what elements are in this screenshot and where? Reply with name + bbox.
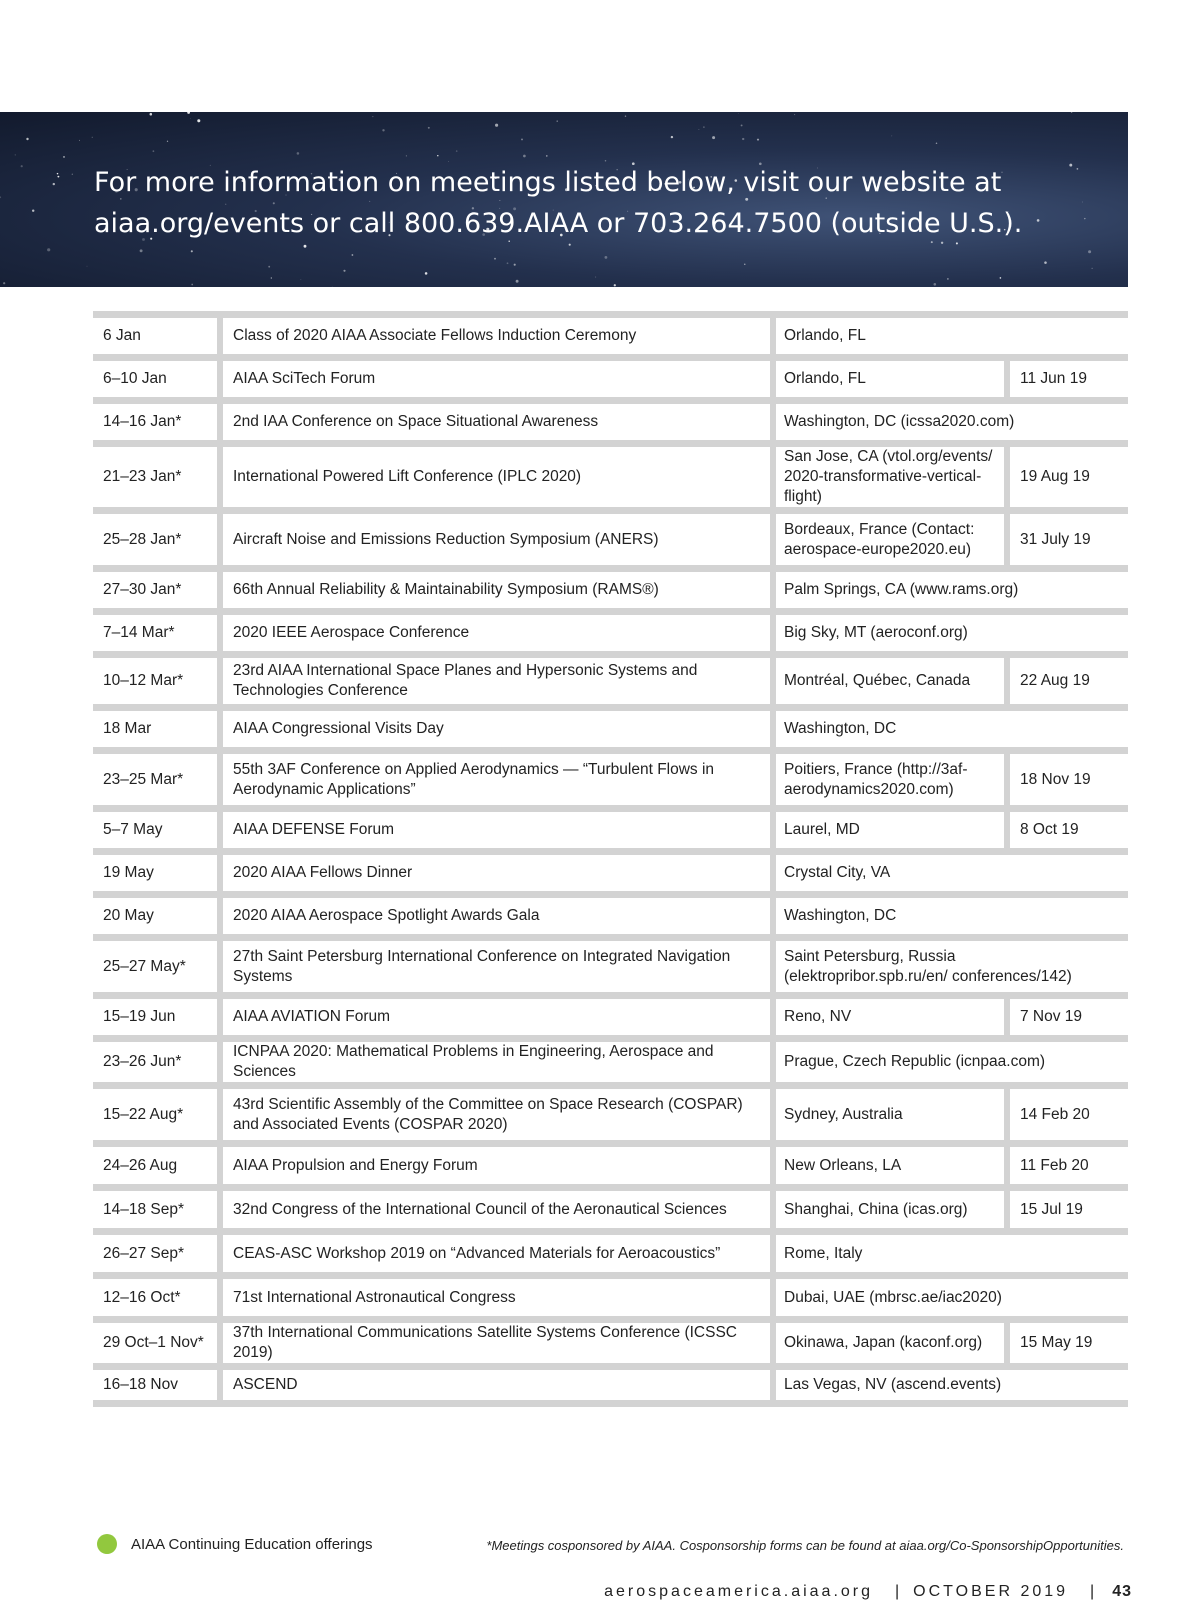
event-date: 10–12 Mar* <box>93 651 223 704</box>
event-name: 27th Saint Petersburg International Conference on Integrated Navigation Systems <box>223 934 776 992</box>
star <box>332 286 333 287</box>
event-row <box>93 397 1128 440</box>
continuing-education-dot-icon <box>97 1534 117 1554</box>
event-row <box>93 1316 1128 1363</box>
star <box>297 152 300 155</box>
event-name: 55th 3AF Conference on Applied Aerodynamics — “Turbulent Flows in Aerodynamic Applications” <box>223 747 776 805</box>
star <box>614 284 616 286</box>
event-location: Orlando, FL <box>776 354 1010 397</box>
star <box>437 155 438 156</box>
event-date: 14–18 Sep* <box>93 1184 223 1228</box>
page-number: 43 <box>1112 1583 1132 1600</box>
star <box>167 141 168 142</box>
star <box>703 126 705 128</box>
star <box>1088 250 1091 253</box>
star <box>428 127 430 129</box>
star <box>1092 268 1093 269</box>
event-name: ASCEND <box>223 1363 776 1407</box>
legend-label: AIAA Continuing Education offerings <box>131 1535 373 1553</box>
page-footer <box>604 1583 1132 1601</box>
event-date: 25–28 Jan* <box>93 507 223 565</box>
event-name: 37th International Communications Satellite Systems Conference (ICSSC 2019) <box>223 1316 776 1363</box>
star <box>1000 277 1002 279</box>
event-deadline: 15 May 19 <box>1010 1316 1128 1363</box>
star <box>3 282 5 284</box>
event-name: International Powered Lift Conference (IPLC 2020) <box>223 440 776 507</box>
star <box>57 176 59 178</box>
event-location: Dubai, UAE (mbrsc.ae/iac2020) <box>776 1272 1128 1316</box>
star <box>698 129 699 130</box>
event-name: 2020 AIAA Fellows Dinner <box>223 848 776 891</box>
star <box>191 250 193 252</box>
event-location: Rome, Italy <box>776 1228 1128 1272</box>
star <box>26 138 28 140</box>
events-table <box>93 311 1128 1407</box>
event-date: 19 May <box>93 848 223 891</box>
event-name: 2nd IAA Conference on Space Situational Awareness <box>223 397 776 440</box>
event-date: 7–14 Mar* <box>93 608 223 651</box>
star <box>595 277 596 278</box>
event-location: Sydney, Australia <box>776 1082 1010 1140</box>
star <box>140 249 143 252</box>
star <box>741 124 743 126</box>
star <box>521 138 523 140</box>
event-row <box>93 565 1128 608</box>
event-location: Palm Springs, CA (www.rams.org) <box>776 565 1128 608</box>
star <box>21 165 23 167</box>
event-name: 43rd Scientific Assembly of the Committee on Space Research (COSPAR) and Associated Events (COSPAR 2020) <box>223 1082 776 1140</box>
event-location: Big Sky, MT (aeroconf.org) <box>776 608 1128 651</box>
event-date: 6–10 Jan <box>93 354 223 397</box>
event-name: 2020 AIAA Aerospace Spotlight Awards Gala <box>223 891 776 934</box>
star <box>742 138 744 140</box>
event-location: Reno, NV <box>776 992 1010 1035</box>
event-date: 6 Jan <box>93 311 223 354</box>
event-location: Las Vegas, NV (ascend.events) <box>776 1363 1128 1407</box>
star <box>150 113 153 116</box>
event-row <box>93 1363 1128 1407</box>
event-row <box>93 992 1128 1035</box>
event-name: Aircraft Noise and Emissions Reduction Symposium (ANERS) <box>223 507 776 565</box>
star <box>744 264 745 265</box>
banner-info-text <box>94 162 1094 244</box>
event-date: 29 Oct–1 Nov* <box>93 1316 223 1363</box>
event-deadline: 11 Jun 19 <box>1010 354 1128 397</box>
star <box>382 129 384 131</box>
event-date: 25–27 May* <box>93 934 223 992</box>
star <box>671 136 673 138</box>
event-row <box>93 651 1128 704</box>
event-location: Shanghai, China (icas.org) <box>776 1184 1010 1228</box>
star <box>425 272 428 275</box>
event-location: Poitiers, France (http://3af-aerodynamics2020.com) <box>776 747 1010 805</box>
star <box>53 183 55 185</box>
event-date: 24–26 Aug <box>93 1140 223 1184</box>
banner-line-1: For more information on meetings listed below, visit our website at <box>94 167 1002 198</box>
star <box>891 135 892 136</box>
star <box>507 262 509 264</box>
event-date: 12–16 Oct* <box>93 1272 223 1316</box>
banner-line-2: aiaa.org/events or call 800.639.AIAA or 703.264.7500 (outside U.S.). <box>94 208 1023 239</box>
event-row <box>93 1184 1128 1228</box>
footer-separator: | <box>895 1583 900 1600</box>
star <box>32 209 34 211</box>
star <box>0 196 1 198</box>
event-row <box>93 608 1128 651</box>
event-row <box>93 1272 1128 1316</box>
event-name: 32nd Congress of the International Council of the Aeronautical Sciences <box>223 1184 776 1228</box>
event-location: Okinawa, Japan (kaconf.org) <box>776 1316 1010 1363</box>
event-row <box>93 805 1128 848</box>
star <box>605 256 608 259</box>
event-name: 71st International Astronautical Congress <box>223 1272 776 1316</box>
star <box>57 173 59 175</box>
star <box>456 150 458 152</box>
event-location: Bordeaux, France (Contact: aerospace-europe2020.eu) <box>776 507 1010 565</box>
event-location: Washington, DC <box>776 704 1128 747</box>
star <box>625 115 626 116</box>
cosponsor-footnote: *Meetings cosponsored by AIAA. Cosponsorship forms can be found at aiaa.org/Co-SponsorshipOpportunities. <box>486 1538 1124 1553</box>
event-name: 23rd AIAA International Space Planes and Hypersonic Systems and Technologies Conference <box>223 651 776 704</box>
event-name: 2020 IEEE Aerospace Conference <box>223 608 776 651</box>
event-location: Laurel, MD <box>776 805 1010 848</box>
event-row <box>93 507 1128 565</box>
event-date: 27–30 Jan* <box>93 565 223 608</box>
event-deadline: 8 Oct 19 <box>1010 805 1128 848</box>
event-row <box>93 354 1128 397</box>
event-date: 5–7 May <box>93 805 223 848</box>
event-name: AIAA AVIATION Forum <box>223 992 776 1035</box>
event-date: 23–25 Mar* <box>93 747 223 805</box>
event-name: Class of 2020 AIAA Associate Fellows Induction Ceremony <box>223 311 776 354</box>
star <box>494 258 496 260</box>
star <box>72 174 73 175</box>
event-location: Washington, DC <box>776 891 1128 934</box>
event-row <box>93 704 1128 747</box>
event-deadline: 7 Nov 19 <box>1010 992 1128 1035</box>
event-row <box>93 934 1128 992</box>
star <box>1071 112 1072 113</box>
event-date: 15–22 Aug* <box>93 1082 223 1140</box>
star <box>153 150 155 152</box>
event-location: Prague, Czech Republic (icnpaa.com) <box>776 1035 1128 1082</box>
event-location: San Jose, CA (vtol.org/events/ 2020-transformative-vertical-flight) <box>776 440 1010 507</box>
event-row <box>93 1140 1128 1184</box>
event-date: 14–16 Jan* <box>93 397 223 440</box>
event-date: 15–19 Jun <box>93 992 223 1035</box>
footer-site: aerospaceamerica.aiaa.org <box>604 1583 874 1600</box>
star <box>936 142 938 144</box>
event-row <box>93 1228 1128 1272</box>
footer-issue: OCTOBER 2019 <box>913 1583 1069 1600</box>
event-deadline: 31 July 19 <box>1010 507 1128 565</box>
star <box>712 136 715 139</box>
event-date: 21–23 Jan* <box>93 440 223 507</box>
star <box>304 245 307 248</box>
event-name: AIAA SciTech Forum <box>223 354 776 397</box>
star <box>63 156 65 158</box>
star <box>268 266 270 268</box>
star <box>523 155 526 158</box>
star <box>1044 261 1047 264</box>
star <box>47 248 50 251</box>
star <box>947 278 949 280</box>
star <box>934 283 937 286</box>
event-row <box>93 1035 1128 1082</box>
star <box>301 279 302 280</box>
star <box>495 124 498 127</box>
star <box>197 119 200 122</box>
event-row <box>93 747 1128 805</box>
event-location: New Orleans, LA <box>776 1140 1010 1184</box>
star <box>738 113 739 114</box>
star <box>546 155 548 157</box>
event-deadline: 22 Aug 19 <box>1010 651 1128 704</box>
event-deadline: 11 Feb 20 <box>1010 1140 1128 1184</box>
event-location: Montréal, Québec, Canada <box>776 651 1010 704</box>
star <box>87 266 88 267</box>
event-deadline: 15 Jul 19 <box>1010 1184 1128 1228</box>
event-row <box>93 311 1128 354</box>
event-name: CEAS-ASC Workshop 2019 on “Advanced Materials for Aeroacoustics” <box>223 1228 776 1272</box>
event-date: 26–27 Sep* <box>93 1228 223 1272</box>
event-deadline: 19 Aug 19 <box>1010 440 1128 507</box>
star <box>373 116 374 117</box>
star <box>191 284 193 286</box>
event-date: 18 Mar <box>93 704 223 747</box>
star <box>406 155 407 156</box>
event-deadline: 14 Feb 20 <box>1010 1082 1128 1140</box>
footer-separator: | <box>1090 1583 1095 1600</box>
star <box>757 139 759 141</box>
star <box>92 137 93 138</box>
event-name: AIAA DEFENSE Forum <box>223 805 776 848</box>
event-location: Saint Petersburg, Russia (elektropribor.spb.ru/en/ conferences/142) <box>776 934 1128 992</box>
event-name: AIAA Congressional Visits Day <box>223 704 776 747</box>
event-name: AIAA Propulsion and Energy Forum <box>223 1140 776 1184</box>
event-row <box>93 891 1128 934</box>
legend <box>97 1534 373 1554</box>
star <box>187 112 190 114</box>
event-deadline: 18 Nov 19 <box>1010 747 1128 805</box>
event-location: Orlando, FL <box>776 311 1128 354</box>
star <box>794 114 795 115</box>
event-date: 20 May <box>93 891 223 934</box>
event-name: 66th Annual Reliability & Maintainability Symposium (RAMS®) <box>223 565 776 608</box>
event-date: 23–26 Jun* <box>93 1035 223 1082</box>
star <box>190 118 191 119</box>
star <box>79 140 80 141</box>
star <box>343 270 345 272</box>
event-date: 16–18 Nov <box>93 1363 223 1407</box>
star <box>514 264 516 266</box>
star <box>352 254 354 256</box>
star <box>271 277 272 278</box>
event-row <box>93 848 1128 891</box>
event-location: Washington, DC (icssa2020.com) <box>776 397 1128 440</box>
star <box>516 280 519 283</box>
header-banner <box>0 112 1128 287</box>
event-row <box>93 440 1128 507</box>
star <box>15 154 16 155</box>
event-location: Crystal City, VA <box>776 848 1128 891</box>
event-name: ICNPAA 2020: Mathematical Problems in Engineering, Aerospace and Sciences <box>223 1035 776 1082</box>
star <box>557 120 558 121</box>
event-row <box>93 1082 1128 1140</box>
